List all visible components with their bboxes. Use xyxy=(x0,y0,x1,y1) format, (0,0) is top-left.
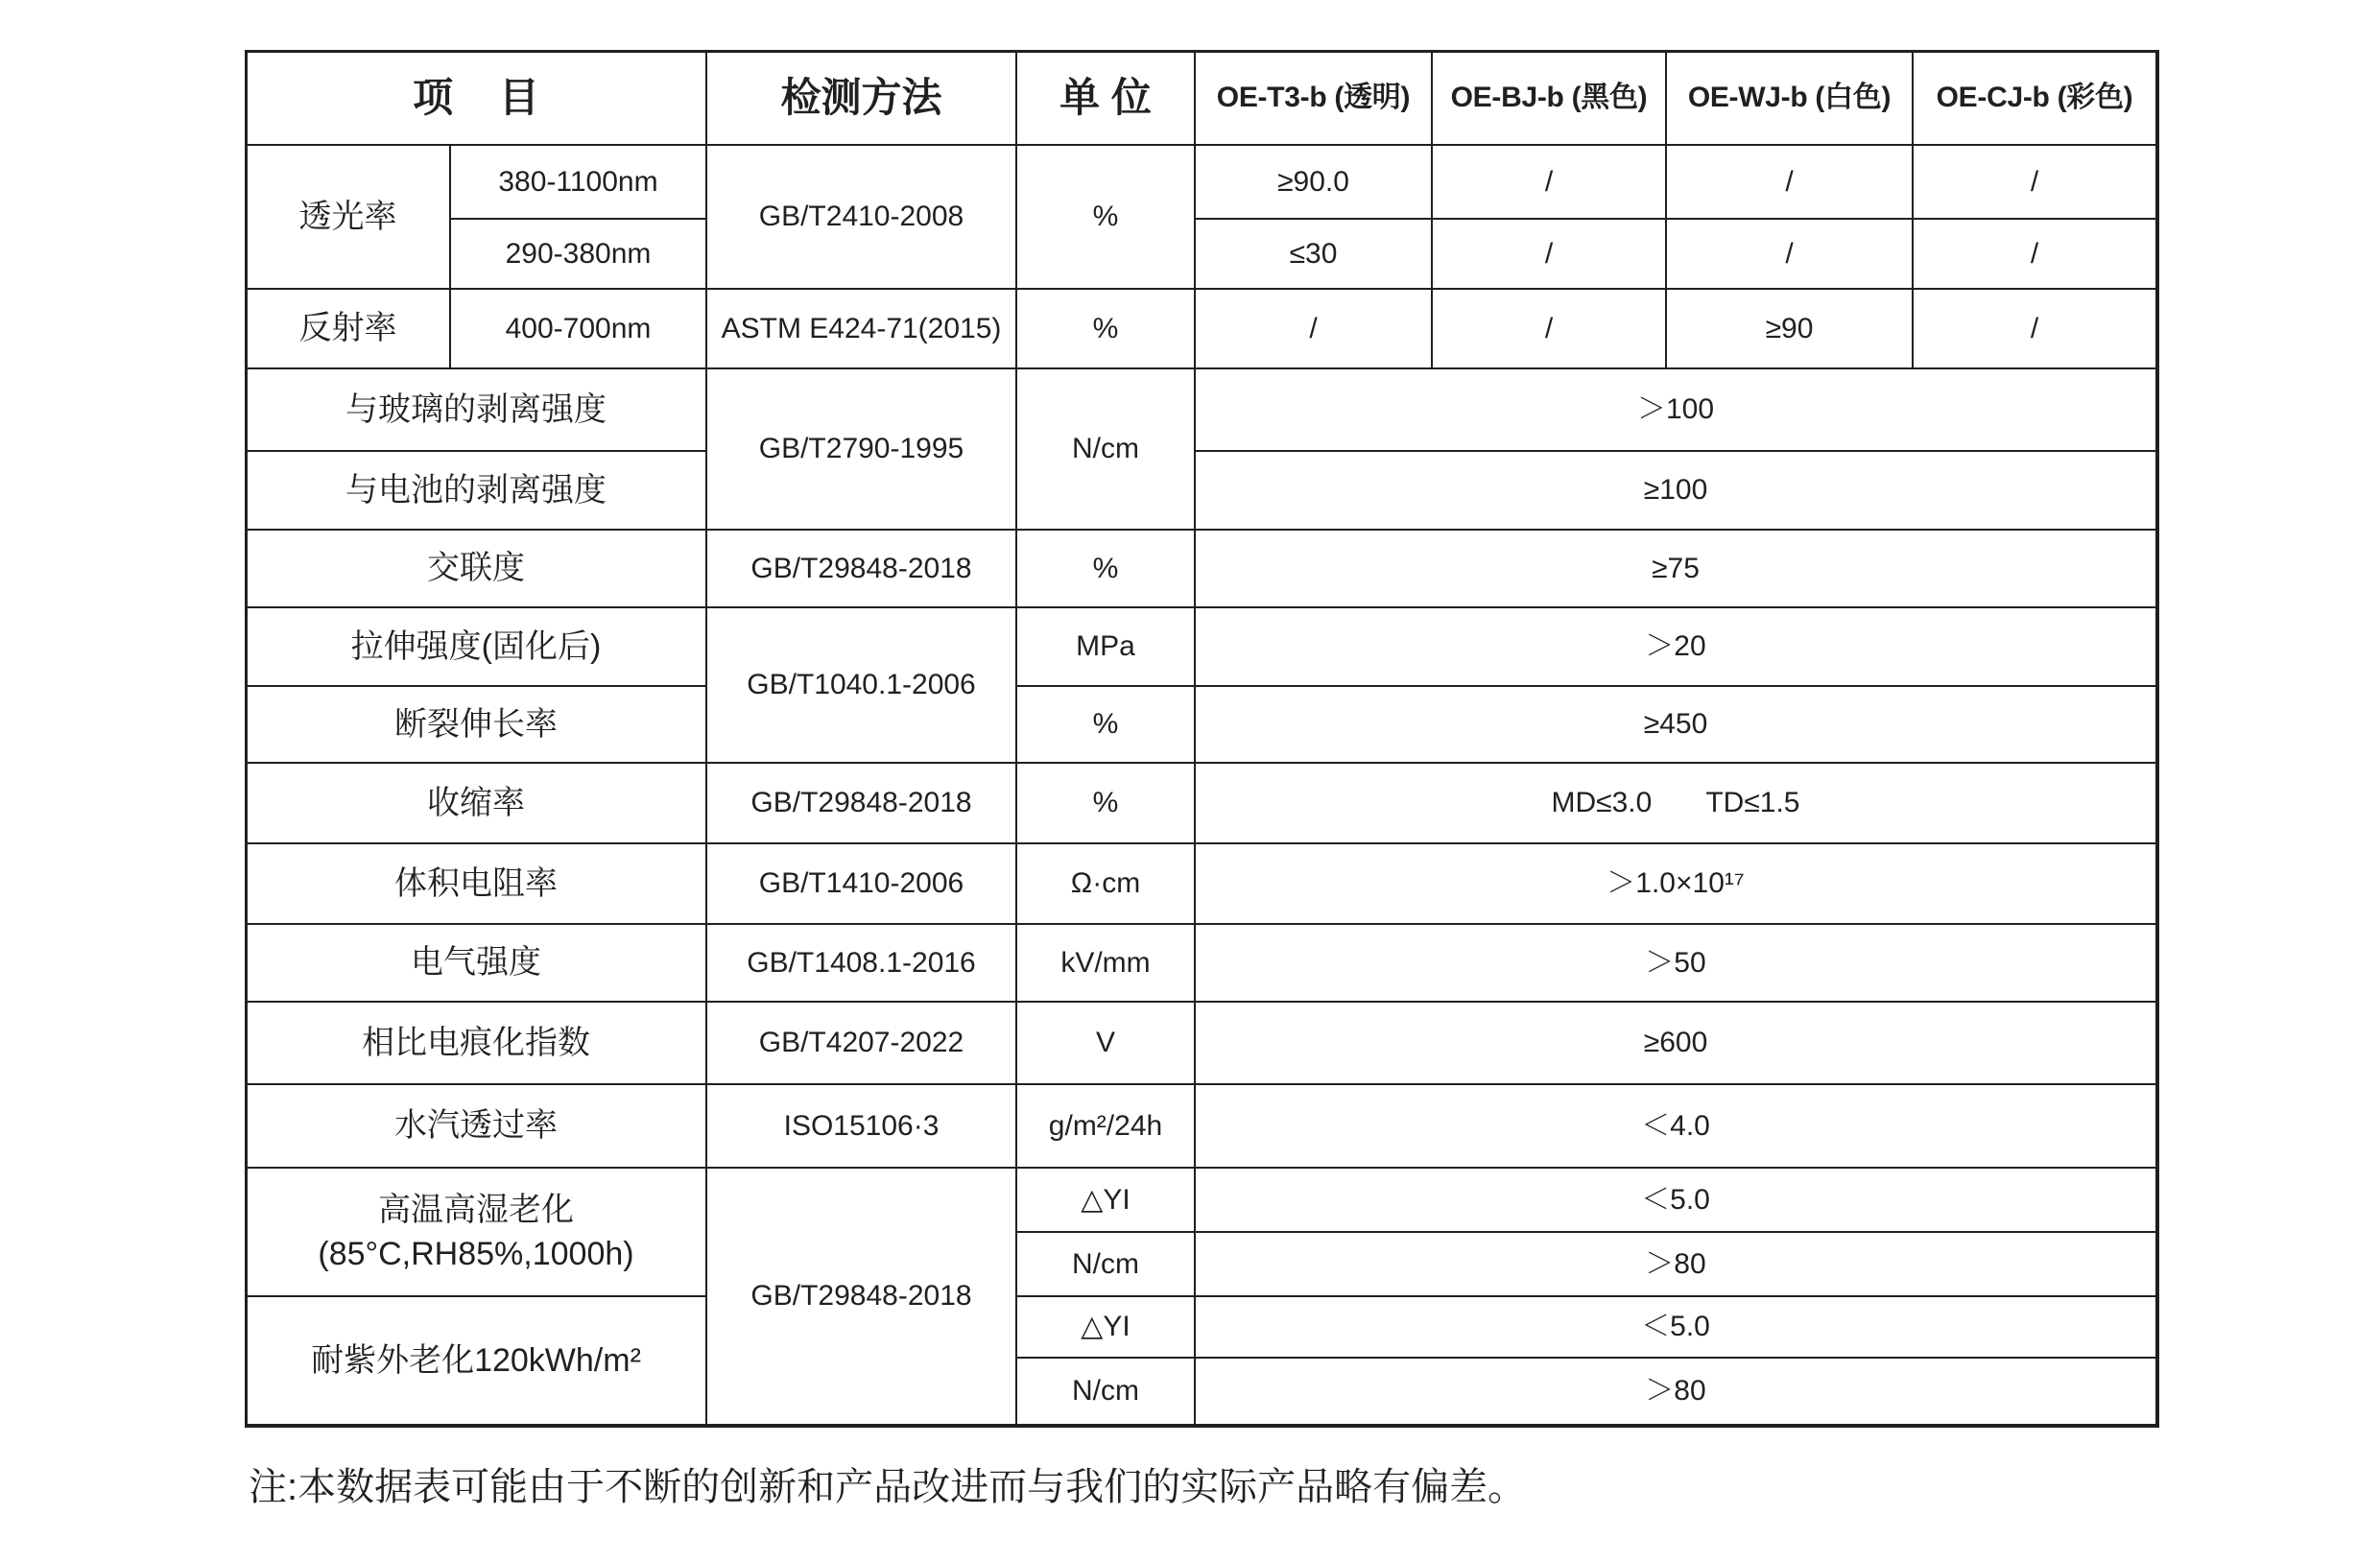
header-test-method: 检测方法 xyxy=(707,52,1017,146)
reflectance-label: 反射率 xyxy=(247,290,451,369)
value-cell: / xyxy=(1433,146,1667,220)
damp-heat-yi-unit: △YI xyxy=(1017,1169,1196,1233)
shrinkage-value xyxy=(1196,764,2157,844)
shrinkage-unit: % xyxy=(1017,764,1196,844)
crosslink-degree-value: ≥75 xyxy=(1196,531,2157,608)
spec-table xyxy=(247,52,2157,1426)
shrinkage-md-value: MD≤3.0 xyxy=(1551,787,1653,819)
dielectric-strength-label: 电气强度 xyxy=(247,925,707,1003)
elongation-value: ≥450 xyxy=(1196,687,2157,764)
damp-heat-aging-label xyxy=(247,1169,707,1297)
value-cell: / xyxy=(1914,146,2157,220)
transmittance-unit: % xyxy=(1017,146,1196,290)
header-product-oe-cj-b: OE-CJ-b (彩色) xyxy=(1914,52,2157,146)
tracking-index-label: 相比电痕化指数 xyxy=(247,1003,707,1085)
value-cell: ≤30 xyxy=(1196,220,1433,290)
transmittance-test-method: GB/T2410-2008 xyxy=(707,146,1017,290)
peel-strength-test-method: GB/T2790-1995 xyxy=(707,369,1017,531)
glass-peel-strength-label: 与玻璃的剥离强度 xyxy=(247,369,707,452)
cell-peel-strength-label: 与电池的剥离强度 xyxy=(247,452,707,531)
uv-aging-yi-value: ＜5.0 xyxy=(1196,1297,2157,1359)
volume-resistivity-unit: Ω·cm xyxy=(1017,844,1196,925)
footnote: 注:本数据表可能由于不断的创新和产品改进而与我们的实际产品略有偏差。 xyxy=(249,1466,1527,1508)
transmittance-label: 透光率 xyxy=(247,146,451,290)
volume-resistivity-label: 体积电阻率 xyxy=(247,844,707,925)
transmittance-range-1: 380-1100nm xyxy=(451,146,707,220)
reflectance-test-method: ASTM E424-71(2015) xyxy=(707,290,1017,369)
tensile-strength-unit: MPa xyxy=(1017,608,1196,687)
dielectric-strength-test-method: GB/T1408.1-2016 xyxy=(707,925,1017,1003)
dielectric-strength-unit: kV/mm xyxy=(1017,925,1196,1003)
shrinkage-label: 收缩率 xyxy=(247,764,707,844)
water-vapor-value: ＜4.0 xyxy=(1196,1085,2157,1169)
header-product-oe-t3-b: OE-T3-b (透明) xyxy=(1196,52,1433,146)
water-vapor-test-method: ISO15106·3 xyxy=(707,1085,1017,1169)
transmittance-range-2: 290-380nm xyxy=(451,220,707,290)
damp-heat-aging-condition: (85°C,RH85%,1000h) xyxy=(318,1236,634,1272)
header-product-oe-wj-b: OE-WJ-b (白色) xyxy=(1667,52,1914,146)
value-cell: / xyxy=(1433,220,1667,290)
damp-heat-peel-value: ＞80 xyxy=(1196,1233,2157,1297)
tracking-index-unit: V xyxy=(1017,1003,1196,1085)
header-item: 项 目 xyxy=(247,52,707,146)
uv-aging-peel-value: ＞80 xyxy=(1196,1359,2157,1426)
tensile-strength-label: 拉伸强度(固化后) xyxy=(247,608,707,687)
shrinkage-test-method: GB/T29848-2018 xyxy=(707,764,1017,844)
crosslink-degree-label: 交联度 xyxy=(247,531,707,608)
volume-resistivity-value: ＞1.0×10¹⁷ xyxy=(1196,844,2157,925)
aging-test-method: GB/T29848-2018 xyxy=(707,1169,1017,1426)
value-cell: / xyxy=(1667,146,1914,220)
value-cell: / xyxy=(1196,290,1433,369)
damp-heat-aging-title: 高温高湿老化 xyxy=(378,1192,574,1228)
reflectance-range: 400-700nm xyxy=(451,290,707,369)
value-cell: ≥90 xyxy=(1667,290,1914,369)
volume-resistivity-test-method: GB/T1410-2006 xyxy=(707,844,1017,925)
reflectance-unit: % xyxy=(1017,290,1196,369)
damp-heat-peel-unit: N/cm xyxy=(1017,1233,1196,1297)
elongation-unit: % xyxy=(1017,687,1196,764)
tensile-test-method: GB/T1040.1-2006 xyxy=(707,608,1017,764)
uv-aging-yi-unit: △YI xyxy=(1017,1297,1196,1359)
damp-heat-yi-value: ＜5.0 xyxy=(1196,1169,2157,1233)
value-cell: ≥90.0 xyxy=(1196,146,1433,220)
cell-peel-strength-value: ≥100 xyxy=(1196,452,2157,531)
value-cell: / xyxy=(1914,220,2157,290)
tracking-index-value: ≥600 xyxy=(1196,1003,2157,1085)
value-cell: / xyxy=(1667,220,1914,290)
water-vapor-unit: g/m²/24h xyxy=(1017,1085,1196,1169)
header-unit: 单 位 xyxy=(1017,52,1196,146)
crosslink-degree-unit: % xyxy=(1017,531,1196,608)
crosslink-degree-test-method: GB/T29848-2018 xyxy=(707,531,1017,608)
tensile-strength-value: ＞20 xyxy=(1196,608,2157,687)
elongation-label: 断裂伸长率 xyxy=(247,687,707,764)
uv-aging-label: 耐紫外老化120kWh/m² xyxy=(247,1297,707,1426)
value-cell: / xyxy=(1914,290,2157,369)
glass-peel-strength-value: ＞100 xyxy=(1196,369,2157,452)
uv-aging-peel-unit: N/cm xyxy=(1017,1359,1196,1426)
tracking-index-test-method: GB/T4207-2022 xyxy=(707,1003,1017,1085)
value-cell: / xyxy=(1433,290,1667,369)
header-product-oe-bj-b: OE-BJ-b (黑色) xyxy=(1433,52,1667,146)
water-vapor-transmission-label: 水汽透过率 xyxy=(247,1085,707,1169)
dielectric-strength-value: ＞50 xyxy=(1196,925,2157,1003)
peel-strength-unit: N/cm xyxy=(1017,369,1196,531)
shrinkage-td-value: TD≤1.5 xyxy=(1705,787,1800,819)
